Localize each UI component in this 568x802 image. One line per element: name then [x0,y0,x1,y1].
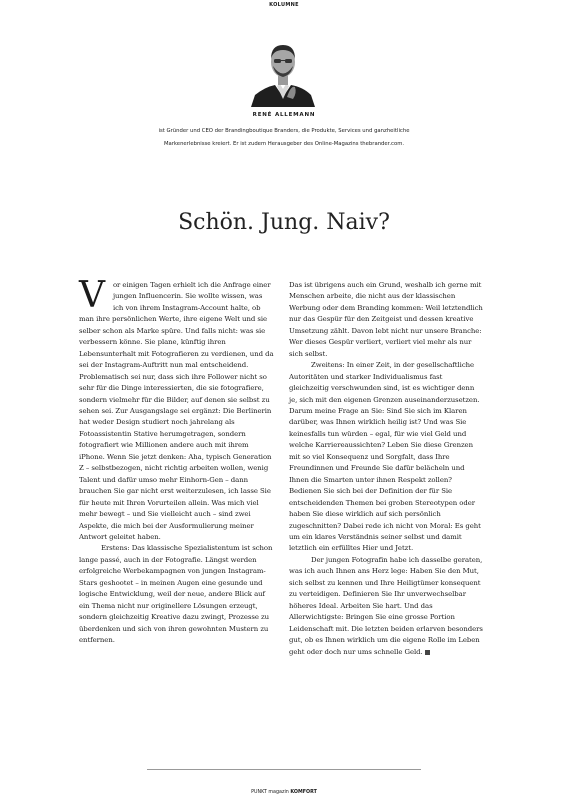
footer-magazine: PUNKT magazin [251,790,289,795]
article-paragraph-text: Der jungen Fotografin habe ich dasselbe geraten, was ich auch Ihnen ans Herz lege: Haben Sie den Mut, sich selbst zu kennen und Ihre Heiligtümer konsequent zu verteidigen. Definieren Sie Ihr unverwechselbar höheres Ideal. Arbeiten Sie hart. Und das Allerwichtigste: Bringen Sie eine grosse Portion Leidenschaft mit. Die letzten beiden erlarven besonders gut, ob es Ihnen wirklich um die eigene Rolle im Leben geht oder doch nur ums schnelle Geld. [289,555,483,656]
author-bio-line: Markenerlebnisse kreiert. Er ist zudem Herausgeber des Online-Magazins thebrander.com. [163,141,405,147]
article-column-left [79,275,274,647]
article-paragraph-text: or einigen Tagen erhielt ich die Anfrage einer jungen Influencerin. Sie wollte wissen, was ich von ihrem Instagram-Account halte, ob man ihre persönlichen Werte, ihre eigene Welt und sie selber schon als Marke spüre. Und falls nicht: was sie verbessern könne. Sie plane, künftig ihren Lebensunterhalt mit Fotografieren zu verdienen, und da sei der Instagram-Auftritt nun mal entscheidend. Problematisch sei nur, dass sich ihre Follower nicht so sehr für die Dinge interessierten, die sie fotografiere, sondern vielmehr für die Bilder, auf denen sie selbst zu sehen sei. Zur Ausgangslage sei ergänzt: Die Berlinerin hat weder Design studiert noch jahrelang als Fotoassistentin Stative herumgetragen, sondern fotografiert wie Millionen andere auch mit ihrem iPhone. Wenn Sie jetzt denken: Aha, typisch Generation Z – selbstbezogen, nicht richtig arbeiten wollen, wenig Talent und dafür umso mehr Einhorn-Gen – dann brauchen Sie gar nicht erst weiterzulesen, ich lasse Sie für heute mit Ihren Vorurteilen allein. Was mich viel mehr bewegt – und Sie vielleicht auch – sind zwei Aspekte, die mich bei der Ausformulierung meiner Antwort geleitet haben. [79,281,274,541]
drop-cap: V [79,275,105,316]
author-portrait [247,37,319,107]
article-paragraph: Erstens: Das klassische Spezialistentum ist schon lange passé, auch in der Fotografie. Längst werden erfolgreiche Werbekampagnen von jungen Instagram-Stars geshootet – in meinen Augen eine gesunde und logische Entwicklung, weil der neue, andere Blick auf ein Thema nicht nur originellere Lösungen erzeugt, sondern gleichzeitig Kreative dazu zwingt, Prozesse zu überdenken und sich von ihren gewohnten Mustern zu entfernen. [79,544,273,645]
end-mark-icon [425,650,430,655]
article-column-right [289,280,484,658]
footer-issue: KOMFORT [290,790,317,795]
author-bio-line: ist Gründer und CEO der Brandingboutique Branders, die Produkte, Services und ganzheitliche [158,128,410,134]
article-paragraph: Zweitens: In einer Zeit, in der gesellschaftliche Autoritäten und starker Individualismus fast gleichzeitig verschwunden sind, ist es wichtiger denn je, sich mit den eigenen Grenzen auseinanderzusetzen. Darum meine Frage an Sie: Sind Sie sich im Klaren darüber, was Ihnen wirklich heilig ist? Und was Sie keinesfalls tun würden – egal, für wie viel Geld und welche Karriereaussichten? Leben Sie diese Grenzen mit so viel Konsequenz und Sorgfalt, dass Ihre Freundinnen und Freunde Sie dafür belächeln und Ihnen die Smarten unter ihnen Respekt zollen? Bedienen Sie sich bei der Definition der für Sie entscheidenden Themen bei groben Stereotypen oder haben Sie diese wirklich auf sich persönlich zugeschnitten? Dabei rede ich nicht von Moral: Es geht um ein klares Verständnis seiner selbst und damit letztlich ein erfülltes Hier und Jetzt. [289,361,481,553]
footer-divider [147,769,421,770]
section-label: KOLUMNE [269,2,299,8]
article-paragraph [79,275,274,543]
article-paragraph [289,555,484,658]
author-bio [120,125,448,151]
headline: Schön. Jung. Naiv? [178,210,390,235]
footer [0,790,568,795]
article-paragraph: Das ist übrigens auch ein Grund, weshalb ich gerne mit Menschen arbeite, die nicht aus der klassischen Werbung oder dem Branding kommen: Weil letztendlich nur das Gespür für den Zeitgeist und dessen kreative Umsetzung zählt. Davon lebt nicht nur unsere Branche: Wer dieses Gespür verliert, verliert viel mehr als nur sich selbst. [289,281,483,358]
author-name: RENÉ ALLEMANN [252,112,316,118]
